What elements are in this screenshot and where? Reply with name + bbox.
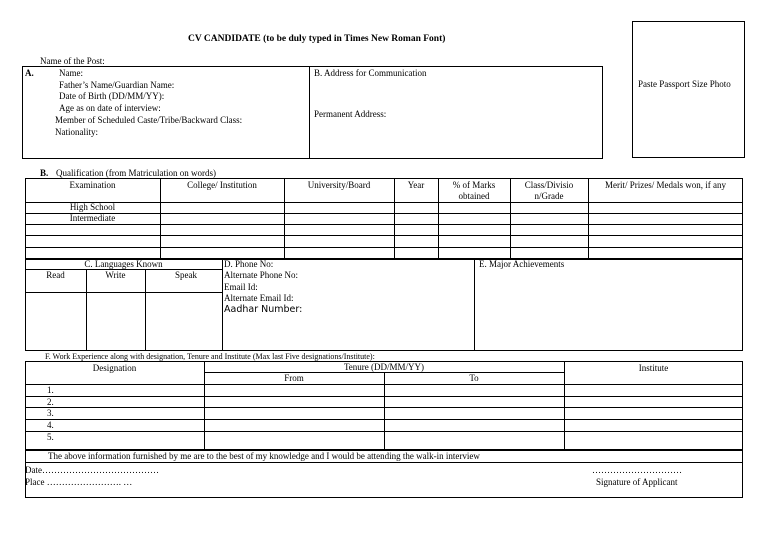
photo-label: Paste Passport Size Photo xyxy=(638,79,731,89)
alt-phone-label[interactable]: Alternate Phone No: xyxy=(224,270,298,280)
section-a-marker: A. xyxy=(25,68,34,78)
work-institute-header: Institute xyxy=(638,363,669,373)
name-label[interactable]: Name: xyxy=(59,68,83,78)
work-row-4[interactable]: 4. xyxy=(47,420,54,430)
header-university: University/Board xyxy=(307,180,371,190)
place-line[interactable]: Place ……………………. … xyxy=(25,477,133,487)
work-row-5[interactable]: 5. xyxy=(47,432,54,442)
work-designation-header: Designation xyxy=(92,363,137,373)
header-college: College/ Institution xyxy=(187,180,257,190)
header-class-line2: n/Grade xyxy=(534,191,564,201)
achievements-title[interactable]: E. Major Achievements xyxy=(479,259,565,269)
row-intermediate: Intermediate xyxy=(69,213,116,223)
aadhar-label[interactable]: Aadhar Number: xyxy=(224,304,303,315)
age-label[interactable]: Age as on date of interview: xyxy=(59,103,161,113)
permanent-address-label[interactable]: Permanent Address: xyxy=(314,109,387,119)
work-title: F. Work Experience along with designation, Tenure and Institute (Max last Five designations/Institute): xyxy=(45,352,375,361)
work-row-2[interactable]: 2. xyxy=(47,397,54,407)
header-merit: Merit/ Prizes/ Medals won, if any xyxy=(605,180,726,190)
header-marks-line1: % of Marks xyxy=(452,180,496,190)
signature-dots[interactable]: ………………………… xyxy=(592,465,682,475)
declaration-text: The above information furnished by me are to the best of my knowledge and I would be attending the walk-in interview xyxy=(48,451,480,461)
languages-title: C. Languages Known xyxy=(84,259,163,269)
row-high-school: High School xyxy=(69,202,116,212)
header-year: Year xyxy=(407,180,425,190)
father-name-label[interactable]: Father’s Name/Guardian Name: xyxy=(59,80,175,90)
nationality-label[interactable]: Nationality: xyxy=(55,127,98,137)
work-row-3[interactable]: 3. xyxy=(47,408,54,418)
alt-email-label[interactable]: Alternate Email Id: xyxy=(224,293,294,303)
work-tenure-header: Tenure (DD/MM/YY) xyxy=(343,362,425,372)
work-from-header: From xyxy=(284,373,304,383)
qualification-title: Qualification (from Matriculation on words) xyxy=(56,168,216,178)
form-title: CV CANDIDATE (to be duly typed in Times New Roman Font) xyxy=(188,34,446,44)
caste-label[interactable]: Member of Scheduled Caste/Tribe/Backward Class: xyxy=(55,115,243,125)
address-communication-label[interactable]: B. Address for Communication xyxy=(314,68,427,78)
phone-label[interactable]: D. Phone No: xyxy=(224,259,274,269)
dob-label[interactable]: Date of Birth (DD/MM/YY): xyxy=(59,91,165,101)
work-to-header: To xyxy=(469,373,479,383)
header-class-line1: Class/Divisio xyxy=(524,180,574,190)
name-of-post-label: Name of the Post: xyxy=(40,56,105,66)
qualification-marker: B. xyxy=(40,168,49,178)
header-examination: Examination xyxy=(69,180,116,190)
date-line[interactable]: Date………………………………… xyxy=(25,465,159,475)
lang-read: Read xyxy=(46,270,65,280)
lang-write: Write xyxy=(105,270,126,280)
lang-speak: Speak xyxy=(175,270,197,280)
signature-label: Signature of Applicant xyxy=(596,477,678,487)
header-marks-line2: obtained xyxy=(458,191,490,201)
work-row-1[interactable]: 1. xyxy=(47,385,54,395)
email-label[interactable]: Email Id: xyxy=(224,282,258,292)
